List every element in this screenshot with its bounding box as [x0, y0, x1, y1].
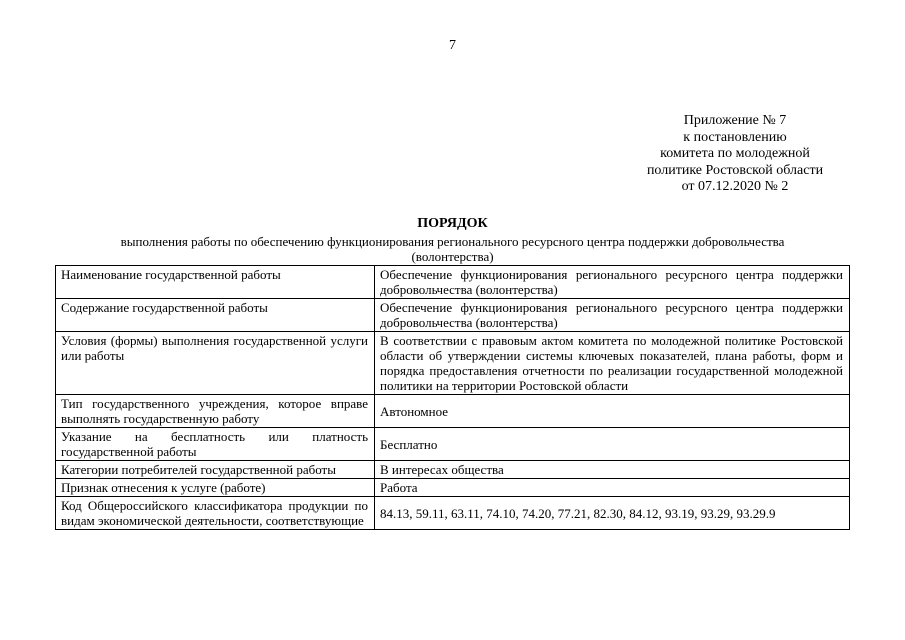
table-cell-value: В интересах общества — [375, 461, 850, 479]
table-cell-value: В соответствии с правовым актом комитета по молодежной политике Ростовской области об утверждении системы ключевых показателей, плана работы, форм и порядка предоставления отчетности по реализации государственной молодежной политики на территории Ростовской области — [375, 332, 850, 395]
table-row — [56, 266, 850, 299]
table-cell-value: 84.13, 59.11, 63.11, 74.10, 74.20, 77.21, 82.30, 84.12, 93.19, 93.29, 93.29.9 — [375, 497, 850, 530]
document-title: ПОРЯДОК — [417, 216, 488, 231]
page-number: 7 — [449, 38, 456, 53]
table-cell-name: Категории потребителей государственной работы — [56, 461, 375, 479]
table-row — [56, 299, 850, 332]
attachment-header — [615, 113, 855, 196]
attachment-line-committee: комитета по молодежной — [660, 146, 810, 162]
table-row — [56, 428, 850, 461]
table-cell-name: Условия (формы) выполнения государственной услуги или работы — [56, 332, 375, 395]
table-row — [56, 461, 850, 479]
attachment-line-resolution: к постановлению — [683, 129, 787, 145]
table-cell-value: Работа — [375, 479, 850, 497]
table-row — [56, 479, 850, 497]
table-cell-name: Наименование государственной работы — [56, 266, 375, 299]
table-cell-value: Обеспечение функционирования регионального ресурсного центра поддержки добровольчества (волонтерства) — [375, 266, 850, 299]
table-cell-name: Тип государственного учреждения, которое вправе выполнять государственную работу — [56, 395, 375, 428]
table-cell-name: Содержание государственной работы — [56, 299, 375, 332]
attachment-line-date: от 07.12.2020 № 2 — [681, 179, 789, 195]
table-cell-value: Обеспечение функционирования регионального ресурсного центра поддержки добровольчества (волонтерства) — [375, 299, 850, 332]
attachment-line-policy: политике Ростовской области — [646, 162, 824, 178]
table-row — [56, 395, 850, 428]
table-cell-name: Код Общероссийского классификатора продукции по видам экономической деятельности, соответствующие — [56, 497, 375, 530]
table-cell-name: Указание на бесплатность или платность государственной работы — [56, 428, 375, 461]
table-cell-name: Признак отнесения к услуге (работе) — [56, 479, 375, 497]
table-cell-value: Автономное — [375, 395, 850, 428]
document-subtitle: выполнения работы по обеспечению функционирования регионального ресурсного центра поддержки добровольчества (волонтерства) — [120, 234, 785, 264]
table-row — [56, 332, 850, 395]
table-row — [56, 497, 850, 530]
work-order-table — [55, 265, 850, 530]
attachment-line-number: Приложение № 7 — [683, 113, 787, 128]
table-cell-value: Бесплатно — [375, 428, 850, 461]
